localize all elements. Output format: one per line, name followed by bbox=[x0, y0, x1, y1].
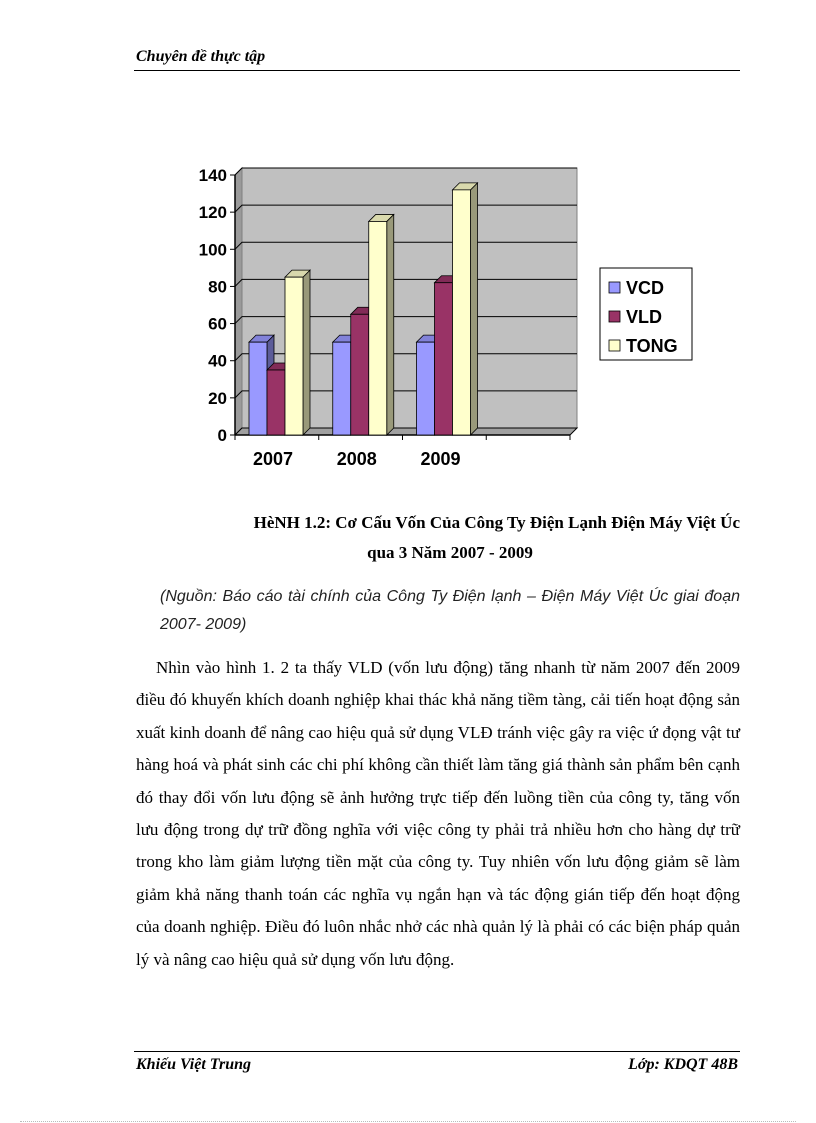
y-tick-label: 20 bbox=[208, 388, 227, 408]
bar-vcd-2007 bbox=[249, 342, 267, 435]
body-paragraph: Nhìn vào hình 1. 2 ta thấy VLD (vốn lưu động) tăng nhanh từ năm 2007 đến 2009 điều đó khuyến khích doanh nghiệp khai thác khả năng tiềm tàng, cải tiến hoạt động sản xuất kinh doanh để nâng cao hiệu quả sử dụng VLĐ tránh việc gây ra việc ứ đọng vật tư hàng hoá và phát sinh các chi phí không cần thiết làm tăng giá thành sản phẩm bên cạnh đó thay đổi vốn lưu động sẽ ảnh hưởng trực tiếp đến luồng tiền của công ty, tăng vốn lưu động trong dự trữ đồng nghĩa với việc công ty phải trả nhiều hơn cho hàng dự trữ trong kho làm giảm lượng tiền mặt của công ty. Tuy nhiên vốn lưu động giảm sẽ làm giảm khả năng thanh toán các nghĩa vụ ngắn hạn và tác động gián tiếp đến hoạt động của doanh nghiệp. Điều đó luôn nhắc nhở các nhà quản lý là phải có các biện pháp quản lý và nâng cao hiệu quả sử dụng vốn lưu động. bbox=[136, 658, 740, 969]
bar-side bbox=[471, 183, 478, 435]
legend-swatch bbox=[609, 311, 620, 322]
y-tick-label: 0 bbox=[217, 426, 227, 445]
y-tick-label: 80 bbox=[208, 277, 227, 297]
capital-structure-chart bbox=[180, 150, 700, 480]
legend-label: VLD bbox=[626, 307, 662, 327]
figure-source-note: (Nguồn: Báo cáo tài chính của Công Ty Điện lạnh – Điện Máy Việt Úc giai đoạn 2007- 2009) bbox=[160, 588, 740, 633]
y-tick-label: 120 bbox=[198, 203, 227, 223]
figure-caption-line1: HèNH 1.2: Cơ Cấu Vốn Của Công Ty Điện Lạnh Điện Máy Việt Úc bbox=[253, 513, 740, 532]
figure-caption-line2: qua 3 Năm 2007 - 2009 bbox=[367, 543, 533, 562]
x-tick-label: 2007 bbox=[252, 449, 294, 469]
legend-swatch bbox=[609, 282, 620, 293]
footer-divider bbox=[134, 1051, 740, 1052]
x-tick-label: 2008 bbox=[336, 449, 377, 469]
legend-swatch bbox=[609, 340, 620, 351]
y-tick-label: 140 bbox=[198, 166, 227, 185]
y-tick-label: 60 bbox=[208, 314, 227, 334]
legend-label: VCD bbox=[626, 278, 665, 298]
footer-author: Khiếu Việt Trung bbox=[136, 1056, 251, 1073]
bar-vld-2007 bbox=[267, 370, 285, 435]
page-header-title: Chuyên đề thực tập bbox=[136, 48, 266, 65]
body-text bbox=[136, 652, 740, 976]
x-tick-label: 2009 bbox=[420, 449, 461, 469]
page-bottom-border bbox=[20, 1121, 796, 1122]
bar-vcd-2009 bbox=[417, 342, 435, 435]
y-tick-label: 100 bbox=[198, 240, 227, 260]
bar-side bbox=[303, 270, 310, 435]
bar-vld-2008 bbox=[351, 314, 369, 435]
y-tick-label: 40 bbox=[208, 351, 227, 371]
bar-side bbox=[387, 214, 394, 435]
bar-tong-2009 bbox=[453, 190, 471, 435]
legend-label: TONG bbox=[626, 336, 678, 356]
bar-tong-2008 bbox=[369, 221, 387, 435]
bar-vcd-2008 bbox=[333, 342, 351, 435]
bar-tong-2007 bbox=[285, 277, 303, 435]
header-divider bbox=[134, 70, 740, 71]
footer-class: Lớp: KDQT 48B bbox=[628, 1056, 738, 1073]
bar-vld-2009 bbox=[435, 283, 453, 435]
